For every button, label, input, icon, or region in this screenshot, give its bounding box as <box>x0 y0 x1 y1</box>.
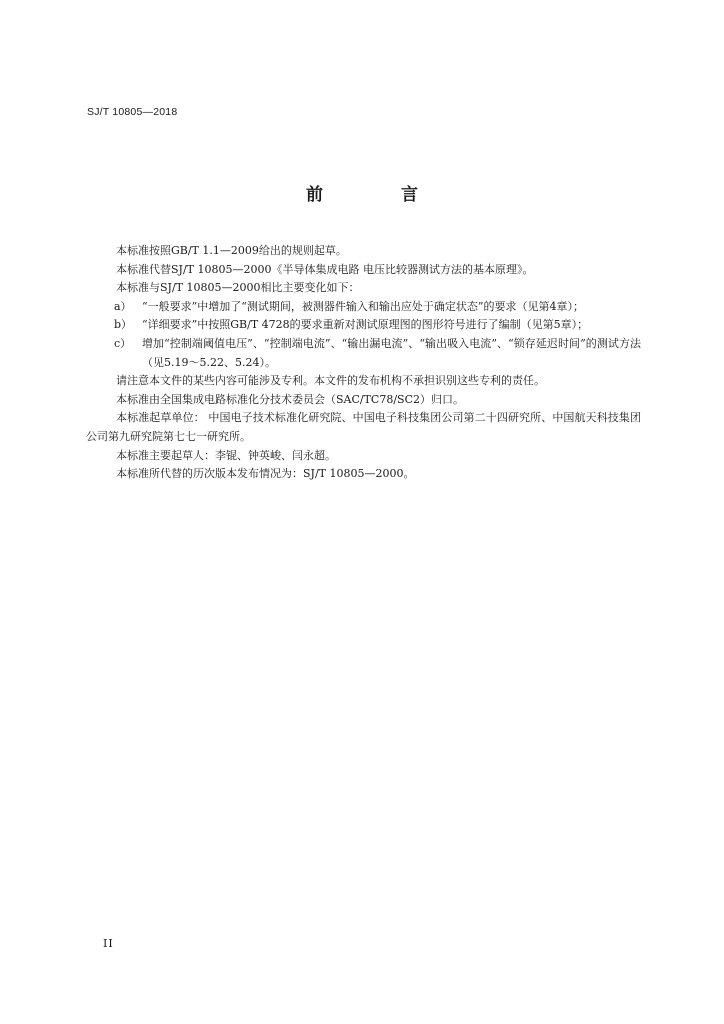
page-title: 前 言 <box>306 185 454 205</box>
change-item-marker: b） <box>114 318 133 332</box>
standard-code-header: SJ/T 10805—2018 <box>87 106 178 118</box>
change-item-text: 增加“控制端阈值电压”、“控制端电流”、“输出漏电流”、“输出吸入电流”、“锁存延迟时间”的测试方法（见5.19～5.22、5.24）。 <box>142 336 641 369</box>
change-item-marker: a） <box>114 299 132 313</box>
change-item-a <box>86 298 641 317</box>
change-item-text: “详细要求”中按照GB/T 4728的要求重新对测试原理图的图形符号进行了编制（见第5章）； <box>142 318 589 332</box>
paragraph-changes-intro: 本标准与SJ/T 10805—2000相比主要变化如下： <box>116 281 360 295</box>
change-item-b <box>86 316 641 335</box>
change-item-marker: c） <box>114 336 132 350</box>
paragraph-drafters: 本标准主要起草人：李锟、钟英峻、闫永超。 <box>116 448 336 462</box>
paragraph-patent-notice: 请注意本文件的某些内容可能涉及专利。本文件的发布机构不承担识别这些专利的责任。 <box>116 374 545 388</box>
paragraph-replaces: 本标准代替SJ/T 10805—2000《半导体集成电路 电压比较器测试方法的基本原理》。 <box>116 262 534 276</box>
change-item-c <box>86 335 641 372</box>
paragraph-drafting-rules: 本标准按照GB/T 1.1—2009给出的规则起草。 <box>116 244 347 257</box>
change-item-text: “一般要求”中增加了“测试期间，被测器件输入和输出应处于确定状态”的要求（见第4章）； <box>142 299 584 313</box>
paragraph-drafting-units: 本标准起草单位： 中国电子技术标准化研究院、中国电子科技集团公司第二十四研究所、中国航天科技集团公司第九研究院第七七一研究所。 <box>86 411 641 443</box>
paragraph-version-history: 本标准所代替的历次版本发布情况为：SJ/T 10805—2000。 <box>116 467 415 481</box>
page-number: II <box>103 937 114 950</box>
foreword-body <box>86 242 641 484</box>
paragraph-committee: 本标准由全国集成电路标准化分技术委员会（SAC/TC78/SC2）归口。 <box>116 392 465 406</box>
